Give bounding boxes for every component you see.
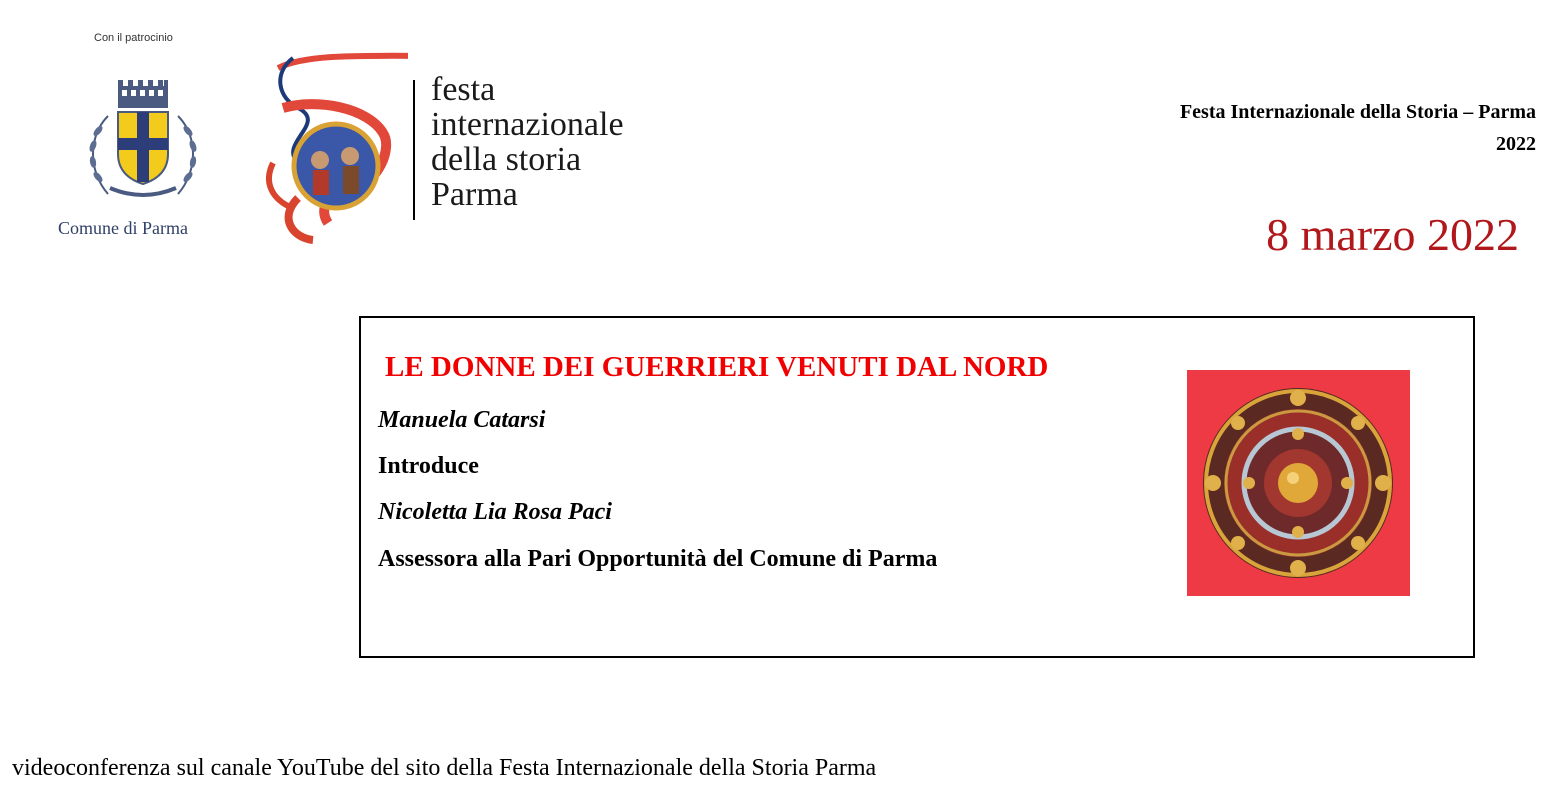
lombard-brooch-icon [1187,370,1410,596]
festival-logo [258,48,688,248]
parma-coat-of-arms-icon [78,76,208,216]
logo-line-della-storia: della storia [431,141,582,178]
header-festival [1180,96,1536,160]
illuminated-letter-s-icon [258,48,408,248]
header-year: 2022 [1496,133,1536,155]
intro-label: Introduce [378,453,479,479]
patronage-block [58,28,228,248]
logo-line-festa: festa [431,71,496,108]
patronage-caption: Con il patrocinio [94,32,173,44]
event-date: 8 marzo 2022 [1266,209,1519,260]
event-title: LE DONNE DEI GUERRIERI VENUTI DAL NORD [385,351,1049,383]
header-festival-name: Festa Internazionale della Storia – Parma [1179,101,1536,123]
event-box [359,316,1475,658]
speaker-name: Manuela Catarsi [378,407,546,433]
logo-line-parma: Parma [431,176,518,213]
logo-line-internazionale: internazionale [431,106,624,143]
introducer-role: Assessora alla Pari Opportunità del Comune di Parma [378,546,938,572]
logo-divider [413,80,415,220]
festival-logo-text [431,72,624,212]
municipality-name: Comune di Parma [58,218,188,238]
footer-note: videoconferenza sul canale YouTube del sito della Festa Internazionale della Storia Parma [12,755,877,781]
introducer-name: Nicoletta Lia Rosa Paci [378,499,612,525]
